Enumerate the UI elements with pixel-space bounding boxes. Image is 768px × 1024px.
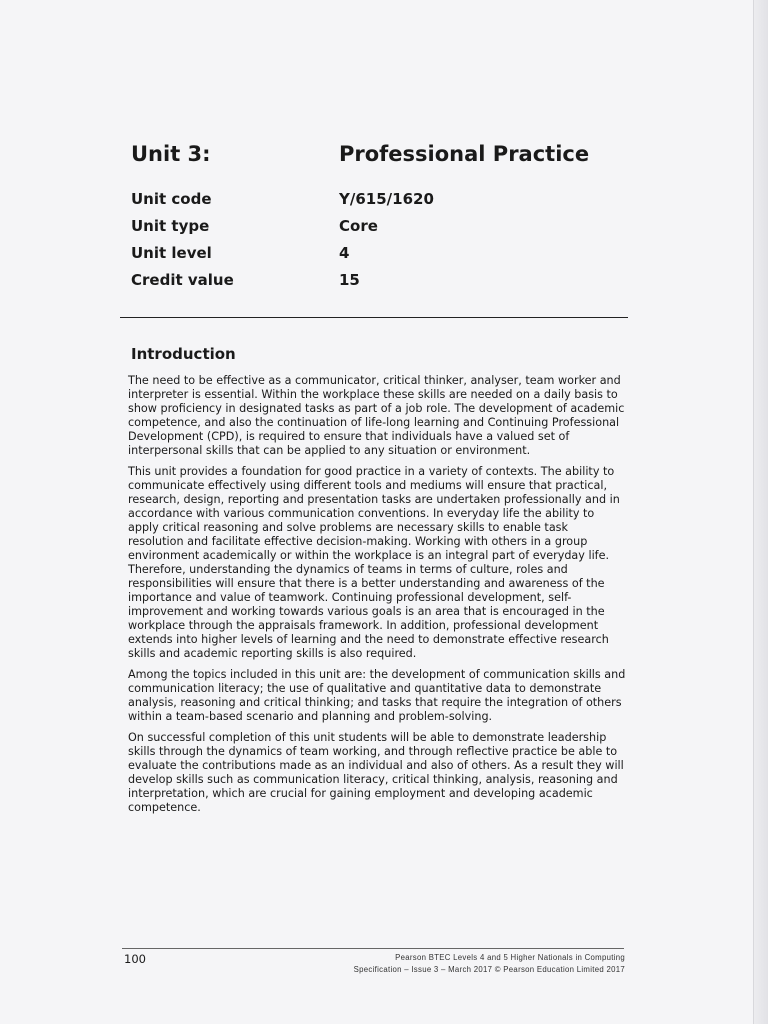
paragraph: The need to be effective as a communicator, critical thinker, analyser, team worker and interpreter is essential. Within the workplace these skills are needed on a daily basis to show proficiency in designated tasks as part of a job role. The development of academic competence, and also the continuation of life-long learning and Continuing Professional Development (CPD), is required to ensure that individuals have a valued set of interpersonal skills that can be applied to any situation or environment. bbox=[128, 374, 625, 457]
meta-value: 4 bbox=[339, 244, 350, 262]
page-number: 100 bbox=[124, 952, 146, 966]
meta-value: Core bbox=[339, 217, 378, 235]
meta-label: Unit level bbox=[131, 244, 212, 262]
scan-edge bbox=[753, 0, 768, 1024]
introduction-heading: Introduction bbox=[131, 345, 236, 363]
meta-label: Unit type bbox=[131, 217, 210, 235]
meta-label: Unit code bbox=[131, 190, 212, 208]
meta-value: 15 bbox=[339, 271, 360, 289]
paragraph: This unit provides a foundation for good practice in a variety of contexts. The ability to communicate effectively using different tools and mediums will ensure that practical, research, design, reporting and presentation tasks are undertaken professionally and in accordance with various communication conventions. In everyday life the ability to apply critical reasoning and solve problems are necessary skills to enable task resolution and facilitate effective decision-making. Working with others in a group environment academically or within the workplace is an integral part of everyday life. Therefore, understanding the dynamics of teams in terms of culture, roles and responsibilities will ensure that there is a better understanding and awareness of the importance and value of teamwork. Continuing professional development, self-improvement and working towards various goals is an area that is encouraged in the workplace through the appraisals framework. In addition, professional development extends into higher levels of learning and the need to demonstrate effective research skills and academic reporting skills is also required. bbox=[128, 465, 620, 660]
unit-title: Professional Practice bbox=[339, 142, 590, 166]
meta-row-unit-type bbox=[131, 217, 631, 244]
meta-value: Y/615/1620 bbox=[339, 190, 434, 208]
unit-heading bbox=[131, 142, 631, 174]
unit-meta-table bbox=[131, 190, 631, 298]
introduction-body bbox=[128, 374, 626, 822]
footer-line: Specification – Issue 3 – March 2017 © Pearson Education Limited 2017 bbox=[353, 965, 625, 974]
paragraph: Among the topics included in this unit are: the development of communication skills and communication literacy; the use of qualitative and quantitative data to demonstrate analysis, reasoning and critical thinking; and tasks that require the integration of others within a team-based scenario and planning and problem-solving. bbox=[128, 668, 626, 723]
meta-label: Credit value bbox=[131, 271, 234, 289]
unit-number: Unit 3: bbox=[131, 142, 211, 166]
meta-row-unit-code bbox=[131, 190, 631, 217]
section-divider bbox=[120, 317, 628, 318]
meta-row-credit-value bbox=[131, 271, 631, 298]
footer-divider bbox=[122, 948, 624, 949]
footer-line: Pearson BTEC Levels 4 and 5 Higher Nationals in Computing bbox=[395, 953, 625, 962]
footer-credits bbox=[354, 952, 625, 976]
meta-row-unit-level bbox=[131, 244, 631, 271]
paragraph: On successful completion of this unit students will be able to demonstrate leadership skills through the dynamics of team working, and through reflective practice be able to evaluate the contributions made as an individual and also of others. As a result they will develop skills such as communication literacy, critical thinking, analysis, reasoning and interpretation, which are crucial for gaining employment and developing academic competence. bbox=[128, 731, 624, 814]
